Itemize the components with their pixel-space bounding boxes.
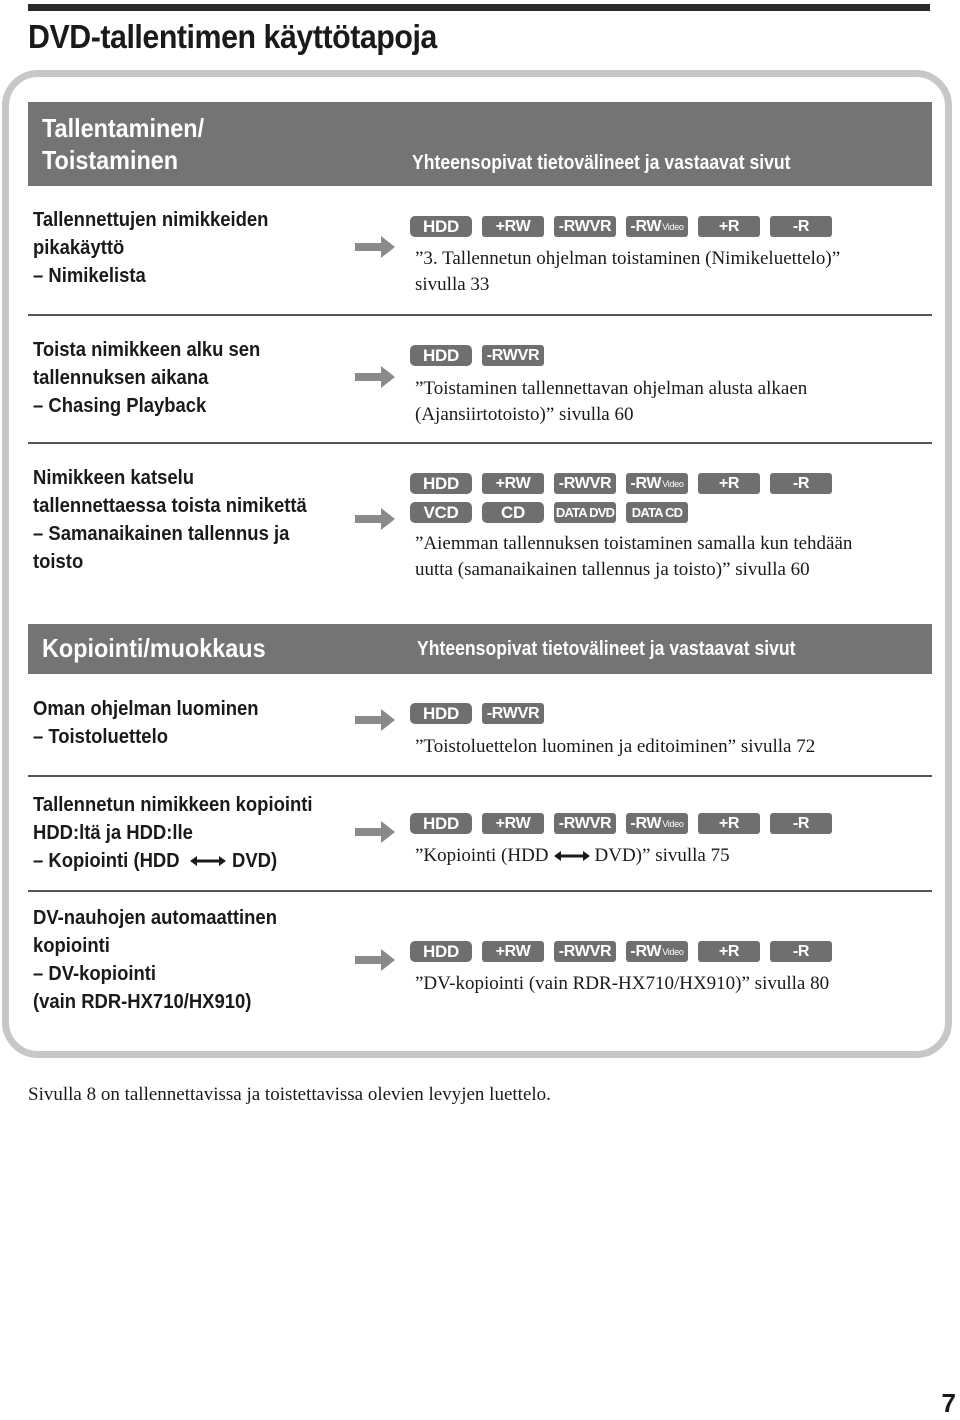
desc-line: ”DV-kopiointi (vain RDR-HX710/HX910)” sivulla 80 [415, 973, 830, 994]
right-arrow-icon [353, 819, 397, 845]
row-dubbing [28, 777, 932, 892]
plus-rw-badge: +RW [482, 216, 544, 237]
desc-text: ”Kopiointi (HDD [415, 845, 549, 866]
row-label-line: – Chasing Playback [33, 394, 207, 417]
plus-r-badge: +R [698, 216, 760, 237]
right-arrow-icon [353, 947, 397, 973]
minus-r-badge: -R [770, 813, 832, 834]
desc-line: ”Toistoluettelon luominen ja editoiminen” sivulla 72 [415, 736, 816, 757]
row-label-line: DV-nauhojen automaattinen [33, 906, 277, 929]
media-badges [410, 703, 850, 724]
row-label-line: – Nimikelista [33, 264, 146, 287]
data-dvd-badge: DATA DVD [554, 502, 616, 523]
data-cd-badge: DATA CD [626, 502, 688, 523]
row-label-line: Tallennetun nimikkeen kopiointi [33, 793, 313, 816]
minus-rw-video-badge [626, 473, 688, 494]
badge-text: -RW [630, 814, 662, 832]
plus-rw-badge: +RW [482, 813, 544, 834]
badge-suffix: Video [662, 478, 684, 489]
plus-rw-badge: +RW [482, 473, 544, 494]
row-description [415, 734, 935, 760]
row-description [415, 843, 935, 869]
right-arrow-icon [353, 364, 397, 390]
section-header-recording [28, 102, 932, 186]
row-description [415, 246, 935, 298]
double-arrow-icon [188, 854, 228, 868]
minus-rw-vr-badge: -RWVR [482, 345, 544, 366]
row-description [415, 376, 935, 428]
badge-suffix: Video [662, 946, 684, 957]
row-label-line: kopiointi [33, 934, 110, 957]
row-label-line: – DV-kopiointi [33, 962, 157, 985]
plus-r-badge: +R [698, 473, 760, 494]
desc-line: (Ajansiirtotoisto)” sivulla 60 [415, 404, 634, 425]
row-label-line: tallennettaessa toista nimikettä [33, 494, 307, 517]
desc-line: ”Toistaminen tallennettavan ohjelman alusta alkaen [415, 378, 808, 399]
minus-r-badge: -R [770, 941, 832, 962]
row-label-line: Oman ohjelman luominen [33, 697, 259, 720]
hdd-badge: HDD [410, 473, 472, 494]
row-label-line: pikakäyttö [33, 236, 125, 259]
row-label-with-arrow [33, 847, 282, 875]
minus-rw-video-badge [626, 813, 688, 834]
badge-text: -RW [630, 474, 662, 492]
row-label-line: (vain RDR-HX710/HX910) [33, 990, 252, 1013]
badge-text: -RW [630, 217, 662, 235]
media-badges [410, 216, 850, 237]
row-label-line: – Samanaikainen tallennus ja [33, 522, 290, 545]
plus-r-badge: +R [698, 941, 760, 962]
plus-rw-badge: +RW [482, 941, 544, 962]
plus-r-badge: +R [698, 813, 760, 834]
hdd-badge: HDD [410, 941, 472, 962]
section-title-line2: Toistaminen [42, 145, 179, 175]
row-label-line: DVD) [231, 849, 277, 872]
row-label-line: – Kopiointi (HDD [33, 849, 180, 872]
row-label-line: tallennuksen aikana [33, 366, 209, 389]
minus-rw-vr-badge: -RWVR [482, 703, 544, 724]
row-dv-dubbing [28, 892, 932, 1032]
row-description [415, 971, 935, 997]
media-badges [410, 813, 850, 834]
vcd-badge: VCD [410, 502, 472, 523]
right-arrow-icon [353, 707, 397, 733]
row-description [415, 531, 935, 583]
page-title: DVD-tallentimen käyttötapoja [28, 18, 437, 55]
hdd-badge: HDD [410, 703, 472, 724]
badge-suffix: Video [662, 818, 684, 829]
media-badges [410, 473, 850, 523]
minus-r-badge: -R [770, 216, 832, 237]
desc-line: sivulla 33 [415, 274, 490, 295]
section-header-copy-edit [28, 624, 932, 674]
footnote: Sivulla 8 on tallennettavissa ja toistettavissa olevien levyjen luettelo. [28, 1084, 551, 1105]
section-title-line1: Tallentaminen/ [42, 113, 205, 143]
section-subtitle: Yhteensopivat tietovälineet ja vastaavat sivut [417, 638, 796, 660]
minus-rw-video-badge [626, 216, 688, 237]
badge-text: -RW [630, 942, 662, 960]
minus-rw-vr-badge: -RWVR [554, 941, 616, 962]
hdd-badge: HDD [410, 813, 472, 834]
badge-suffix: Video [662, 221, 684, 232]
section-title: Kopiointi/muokkaus [42, 633, 266, 663]
cd-badge: CD [482, 502, 544, 523]
media-badges [410, 345, 850, 366]
row-label-line: Nimikkeen katselu [33, 466, 195, 489]
desc-line: uutta (samanaikainen tallennus ja toisto)” sivulla 60 [415, 559, 810, 580]
row-chasing-playback [28, 316, 932, 444]
desc-text: DVD)” sivulla 75 [594, 845, 730, 866]
row-label-line: – Toistoluettelo [33, 725, 168, 748]
hdd-badge: HDD [410, 345, 472, 366]
row-playlist [28, 674, 932, 777]
right-arrow-icon [353, 506, 397, 532]
page-number: 7 [941, 1388, 956, 1418]
section-subtitle: Yhteensopivat tietovälineet ja vastaavat sivut [412, 152, 791, 174]
row-label-line: Tallennettujen nimikkeiden [33, 208, 269, 231]
desc-line: ”3. Tallennetun ohjelman toistaminen (Nimikeluettelo)” [415, 248, 841, 269]
right-arrow-icon [353, 234, 397, 260]
top-rule [28, 4, 930, 11]
row-label-line: HDD:ltä ja HDD:lle [33, 821, 193, 844]
minus-rw-vr-badge: -RWVR [554, 473, 616, 494]
desc-line: ”Aiemman tallennuksen toistaminen samalla kun tehdään [415, 533, 853, 554]
row-label-line: Toista nimikkeen alku sen [33, 338, 261, 361]
row-simultaneous [28, 444, 932, 604]
row-label-line: toisto [33, 550, 84, 573]
hdd-badge: HDD [410, 216, 472, 237]
minus-rw-vr-badge: -RWVR [554, 813, 616, 834]
row-title-list [28, 186, 932, 316]
double-arrow-icon [552, 849, 592, 863]
minus-rw-video-badge [626, 941, 688, 962]
minus-rw-vr-badge: -RWVR [554, 216, 616, 237]
minus-r-badge: -R [770, 473, 832, 494]
media-badges [410, 941, 850, 962]
